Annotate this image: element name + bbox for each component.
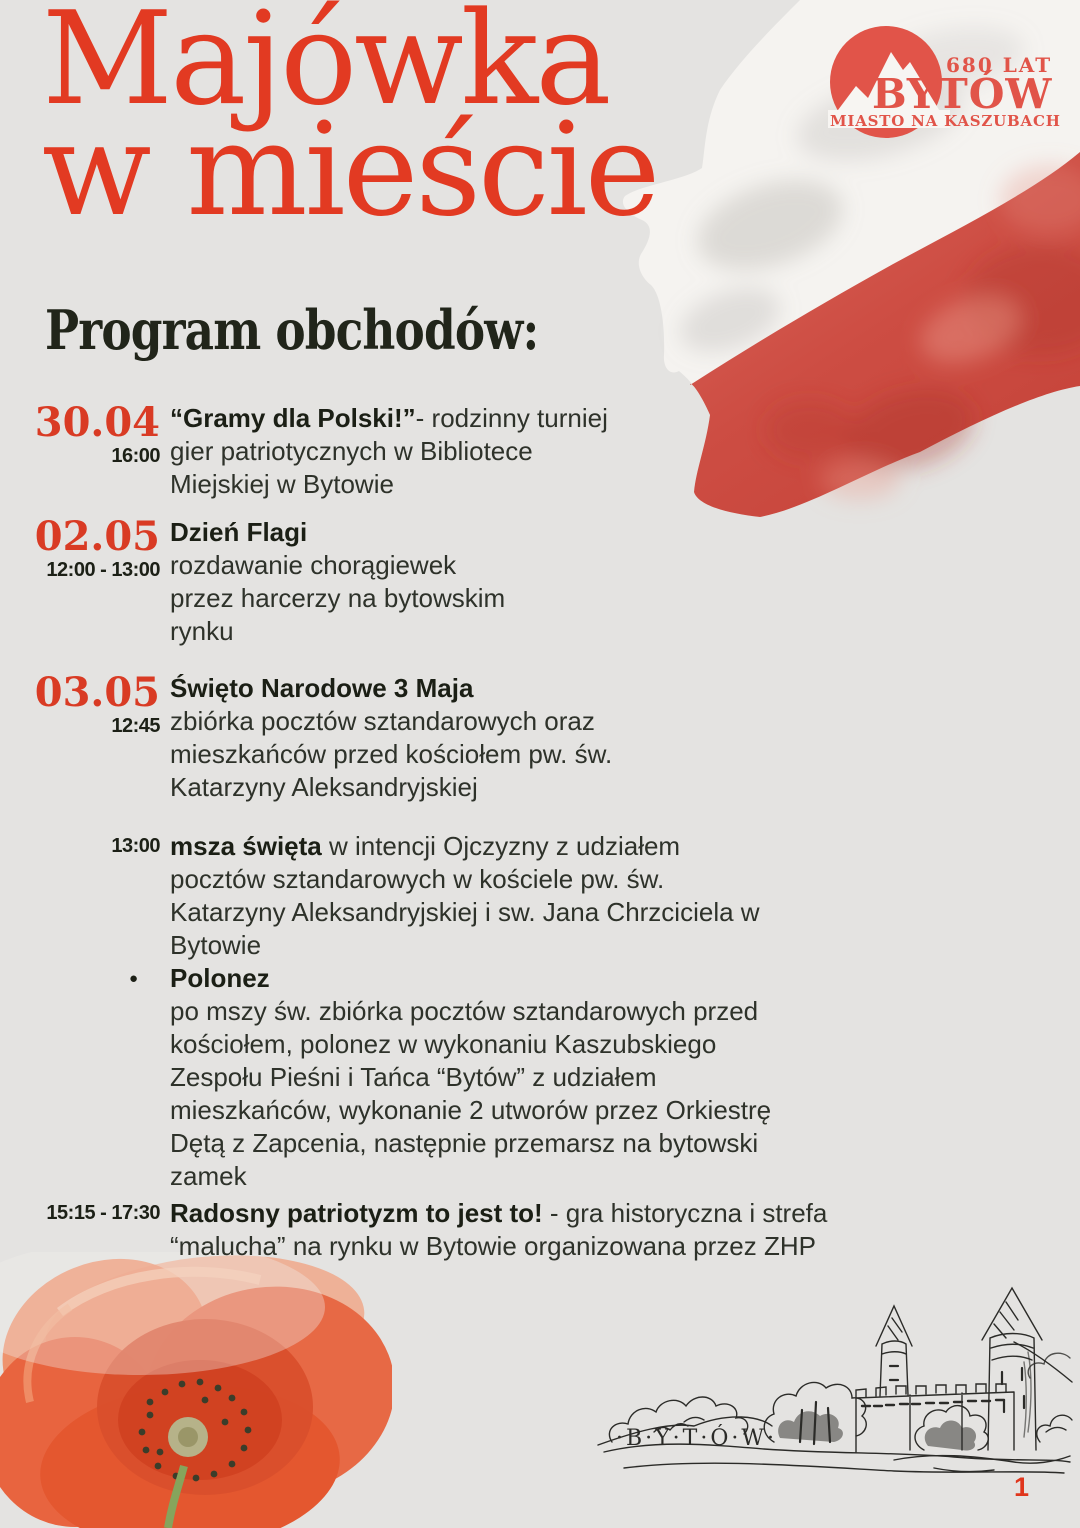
event-title: Święto Narodowe 3 Maja: [170, 673, 474, 703]
entry-4-when: [0, 830, 160, 962]
entry-2-when: [0, 513, 160, 648]
poster-title: [42, 0, 658, 245]
entry-3-when: [0, 669, 160, 804]
event-title: Polonez: [170, 963, 270, 993]
program-list: [0, 399, 1010, 1263]
entry-6-when: [0, 1197, 160, 1263]
program-entry-4: [0, 830, 1010, 962]
event-description-line: mieszkańców, wykonanie 2 utworów przez Orkiestrę: [170, 1095, 772, 1125]
program-entry-6: [0, 1197, 1010, 1263]
entry-1-when: [0, 399, 160, 501]
event-description-line: mieszkańców przed kościołem pw. św.: [170, 739, 613, 769]
event-time: 16:00: [111, 445, 160, 467]
event-time: 15:15 - 17:30: [46, 1202, 160, 1224]
event-description-line: przez harcerzy na bytowskim: [170, 583, 506, 613]
event-time: 13:00: [111, 835, 160, 857]
program-heading: Program obchodów:: [45, 298, 539, 362]
entry-1-text: [170, 402, 1010, 501]
castle-caption: ·B·Y·T·Ó·W·: [616, 1426, 777, 1451]
bytow-city-logo: [808, 24, 1080, 154]
program-entry-3: [0, 669, 1010, 804]
castle-sketch-image: [594, 1282, 1076, 1494]
bullet-icon: ●: [128, 970, 138, 987]
event-description: - gra historyczna i strefa: [542, 1198, 828, 1228]
event-description-line: Miejskiej w Bytowie: [170, 469, 394, 499]
page-number: 1: [1014, 1472, 1030, 1502]
poster-title-line1: Majówka: [42, 0, 609, 134]
event-description-line: gier patriotycznych w Bibliotece: [170, 436, 533, 466]
event-date: 30.04: [34, 399, 160, 446]
event-description-line: Bytowie: [170, 930, 262, 960]
event-description-line: Dętą z Zapcenia, następnie przemarsz na bytowski: [170, 1128, 759, 1158]
logo-tagline: MIASTO NA KASZUBACH: [830, 112, 1061, 130]
event-time: 12:45: [111, 715, 160, 737]
event-title: Dzień Flagi: [170, 517, 308, 547]
event-date: 03.05: [34, 669, 160, 716]
event-date: 02.05: [34, 513, 160, 560]
entry-2-text: [170, 516, 1010, 648]
event-description-line: kościołem, polonez w wykonaniu Kaszubskiego: [170, 1029, 717, 1059]
entry-3-text: [170, 672, 1010, 804]
event-title: “Gramy dla Polski!”: [170, 403, 416, 433]
program-entry-2: [0, 513, 1010, 648]
event-description-line: Zespołu Pieśni i Tańca “Bytów” z udziałem: [170, 1062, 657, 1092]
event-description-line: “malucha” na rynku w Bytowie organizowana przez ZHP: [170, 1231, 816, 1261]
poppy-flower-image: [0, 1252, 392, 1528]
event-description-line: Katarzyny Aleksandryjskiej: [170, 772, 478, 802]
program-entry-1: [0, 399, 1010, 501]
logo-years: 680 LAT: [946, 53, 1053, 77]
event-description: - rodzinny turniej: [415, 403, 608, 433]
event-description-line: Katarzyny Aleksandryjskiej i sw. Jana Chrzciciela w: [170, 897, 760, 927]
event-description-line: zamek: [170, 1161, 247, 1191]
event-description-line: po mszy św. zbiórka pocztów sztandarowych przed: [170, 996, 759, 1026]
event-title: Radosny patriotyzm to jest to!: [170, 1198, 543, 1228]
event-title: msza święta: [170, 831, 322, 861]
entry-4-text: [170, 830, 1010, 962]
entry-5-text: [170, 962, 1010, 1193]
event-description-line: rynku: [170, 616, 234, 646]
event-time: 12:00 - 13:00: [46, 559, 160, 581]
event-description-line: rozdawanie chorągiewek: [170, 550, 457, 580]
event-description-line: pocztów sztandarowych w kościele pw. św.: [170, 864, 665, 894]
program-entry-5: [0, 962, 1010, 1193]
logo-city: BYTÓW: [872, 70, 1053, 118]
entry-5-bullet: [0, 962, 160, 1193]
event-description-line: zbiórka pocztów sztandarowych oraz: [170, 706, 595, 736]
entry-6-text: [170, 1197, 1010, 1263]
poster-title-line2: w mieście: [42, 96, 658, 245]
event-description: w intencji Ojczyzny z udziałem: [321, 831, 681, 861]
